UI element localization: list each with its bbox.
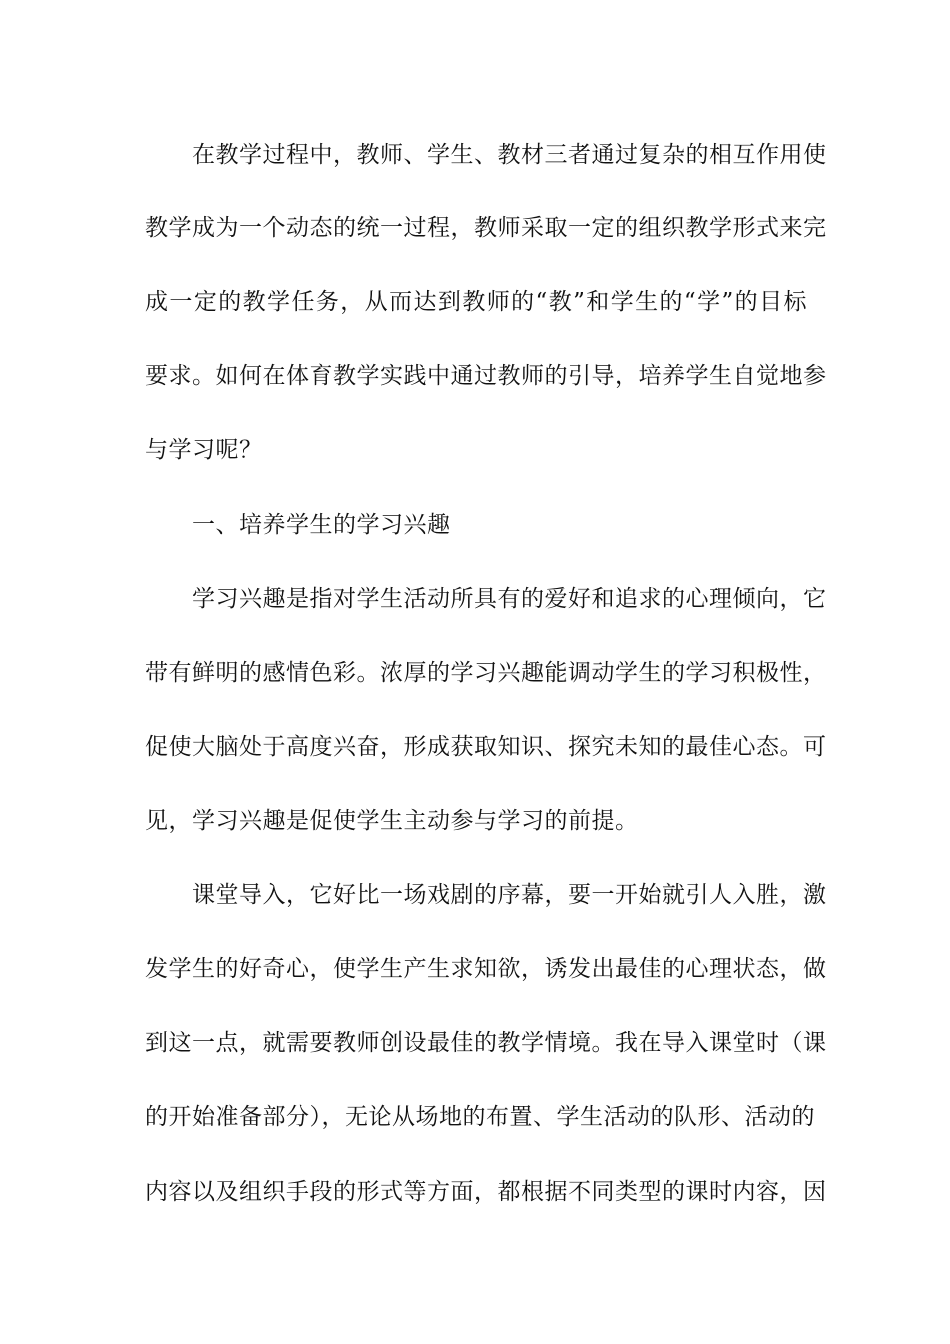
paragraph-3-line-5: 内容以及组织手段的形式等方面，都根据不同类型的课时内容，因 bbox=[145, 1179, 827, 1205]
paragraph-1-line-3: 成一定的教学任务，从而达到教师的“教”和学生的“学”的目标 bbox=[145, 289, 807, 315]
section-heading: 一、培养学生的学习兴趣 bbox=[192, 512, 451, 538]
paragraph-1-line-2: 教学成为一个动态的统一过程，教师采取一定的组织教学形式来完 bbox=[145, 215, 827, 241]
paragraph-3-line-4: 的开始准备部分），无论从场地的布置、学生活动的队形、活动的 bbox=[145, 1104, 815, 1130]
paragraph-3-line-2: 发学生的好奇心，使学生产生求知欲，诱发出最佳的心理状态，做 bbox=[145, 956, 827, 982]
paragraph-2-line-4: 见，学习兴趣是促使学生主动参与学习的前提。 bbox=[145, 808, 639, 834]
paragraph-1-line-5: 与学习呢？ bbox=[145, 437, 263, 463]
paragraph-2-line-1: 学习兴趣是指对学生活动所具有的爱好和追求的心理倾向，它 bbox=[192, 586, 827, 612]
paragraph-3-line-3: 到这一点，就需要教师创设最佳的教学情境。我在导入课堂时（课 bbox=[145, 1030, 827, 1056]
paragraph-1-line-4: 要求。如何在体育教学实践中通过教师的引导，培养学生自觉地参 bbox=[145, 363, 827, 389]
paragraph-3-line-1: 课堂导入，它好比一场戏剧的序幕，要一开始就引人入胜，激 bbox=[192, 882, 827, 908]
paragraph-2-line-3: 促使大脑处于高度兴奋，形成获取知识、探究未知的最佳心态。可 bbox=[145, 734, 827, 760]
paragraph-1-line-1: 在教学过程中，教师、学生、教材三者通过复杂的相互作用使 bbox=[192, 142, 827, 168]
paragraph-2-line-2: 带有鲜明的感情色彩。浓厚的学习兴趣能调动学生的学习积极性， bbox=[145, 660, 827, 686]
